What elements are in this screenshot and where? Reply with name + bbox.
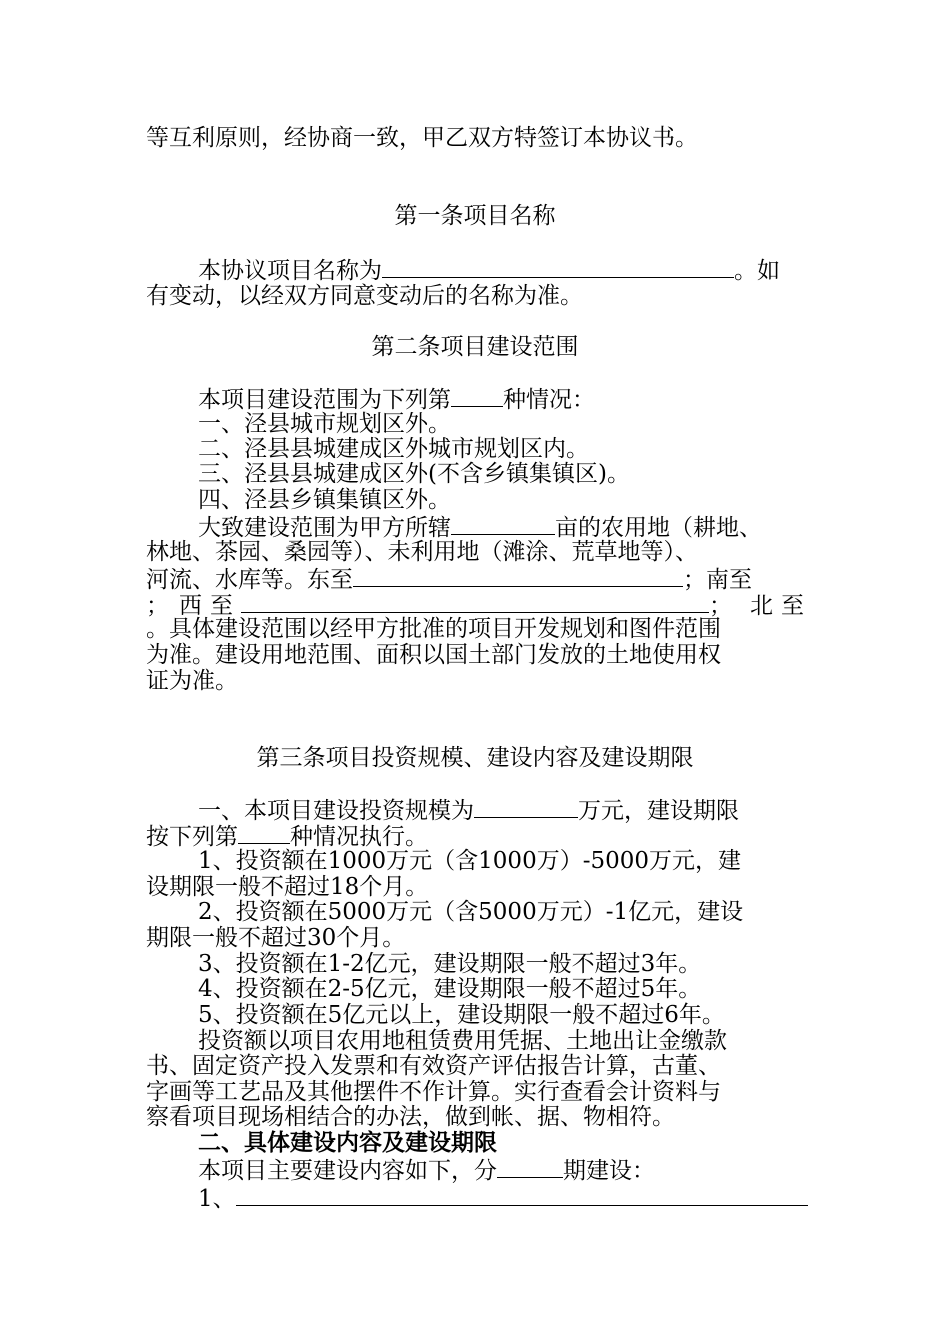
article-1-name-label: 本协议项目名称为 <box>198 258 382 284</box>
east-label: 河流、水库等。东至 <box>146 567 353 593</box>
period-item-2-line-2: 期限一般不超过30个月。 <box>146 925 406 951</box>
south-label: ；南至 <box>683 567 752 593</box>
period-option-blank[interactable] <box>238 822 290 844</box>
content-item-1-number: 1、 <box>198 1186 236 1212</box>
calc-line-1: 投资额以项目农用地租赁费用凭据、土地出让金缴款 <box>198 1028 727 1054</box>
scope-area-line <box>198 513 808 539</box>
semicolon-1: ； <box>146 593 169 619</box>
investment-amount-blank[interactable] <box>474 796 578 818</box>
article-3-heading: 第三条项目投资规模、建设内容及建设期限 <box>256 745 694 771</box>
scope-line-2: 林地、茶园、桑园等）、未利用地（滩涂、荒草地等）、 <box>146 539 698 565</box>
east-boundary-blank[interactable] <box>353 565 683 587</box>
article-1-heading: 第一条项目名称 <box>394 203 556 229</box>
calc-line-2: 书、固定资产投入发票和有效资产评估报告计算，古董、 <box>146 1053 721 1079</box>
phases-suffix: 期建设： <box>563 1158 655 1184</box>
scope-line-6: 为准。建设用地范围、面积以国土部门发放的土地使用权 <box>146 642 721 668</box>
period-item-1-line-2: 设期限一般不超过18个月。 <box>146 874 429 900</box>
article-1-line-2: 有变动，以经双方同意变动后的名称为准。 <box>146 283 583 309</box>
period-option-suffix: 种情况执行。 <box>290 824 428 850</box>
calc-line-3: 字画等工艺品及其他摆件不作计算。实行查看会计资料与 <box>146 1079 721 1105</box>
scope-option-1: 一、泾县城市规划区外。 <box>198 411 451 437</box>
investment-line-1 <box>198 796 808 822</box>
project-name-blank[interactable] <box>382 256 734 278</box>
period-item-1-line-1: 1、投资额在1000万元（含1000万）-5000万元，建 <box>198 848 742 874</box>
period-item-5: 5、投资额在5亿元以上，建设期限一般不超过6年。 <box>198 1002 725 1028</box>
calc-line-4: 察看项目现场相结合的办法，做到帐、据、物相符。 <box>146 1104 675 1130</box>
article-1-name-suffix: 。如 <box>734 258 780 284</box>
scope-option-suffix: 种情况： <box>503 387 595 413</box>
scope-line-7: 证为准。 <box>146 668 238 694</box>
west-label: 西至 <box>179 593 241 619</box>
investment-suffix: 万元，建设期限 <box>578 798 739 824</box>
content-line <box>198 1156 808 1182</box>
period-item-3: 3、投资额在1-2亿元，建设期限一般不超过3年。 <box>198 951 702 977</box>
period-item-2-line-1: 2、投资额在5000万元（含5000万元）-1亿元，建设 <box>198 899 744 925</box>
scope-line-3 <box>146 565 808 591</box>
north-label: 北至 <box>750 593 812 619</box>
phases-blank[interactable] <box>497 1156 563 1178</box>
scope-line-4 <box>146 591 812 619</box>
west-boundary-blank[interactable] <box>241 591 709 613</box>
scope-area-suffix: 亩的农用地（耕地、 <box>555 515 762 541</box>
scope-area-label: 大致建设范围为甲方所辖 <box>198 515 451 541</box>
subsection-2-heading: 二、具体建设内容及建设期限 <box>198 1129 497 1156</box>
scope-option-label: 本项目建设范围为下列第 <box>198 387 451 413</box>
article-2-heading: 第二条项目建设范围 <box>371 334 579 360</box>
period-item-4: 4、投资额在2-5亿元，建设期限一般不超过5年。 <box>198 976 702 1002</box>
scope-option-2: 二、泾县县城建成区外城市规划区内。 <box>198 436 589 462</box>
semicolon-2: ； <box>709 593 732 619</box>
area-mu-blank[interactable] <box>451 513 555 535</box>
investment-line-2 <box>146 822 808 848</box>
period-option-label: 按下列第 <box>146 824 238 850</box>
content-item-1-blank[interactable] <box>236 1184 808 1206</box>
article-2-line-1 <box>198 385 808 411</box>
scope-option-4: 四、泾县乡镇集镇区外。 <box>198 487 451 513</box>
phases-label: 本项目主要建设内容如下，分 <box>198 1158 497 1184</box>
intro-line: 等互利原则，经协商一致，甲乙双方特签订本协议书。 <box>146 125 698 151</box>
scope-option-3: 三、泾县县城建成区外(不含乡镇集镇区)。 <box>198 461 630 487</box>
scope-line-5: 。具体建设范围以经甲方批准的项目开发规划和图件范围 <box>146 616 721 642</box>
article-1-line-1 <box>198 256 808 282</box>
investment-label: 一、本项目建设投资规模为 <box>198 798 474 824</box>
scope-option-blank[interactable] <box>451 385 503 407</box>
content-item-1 <box>198 1184 808 1210</box>
